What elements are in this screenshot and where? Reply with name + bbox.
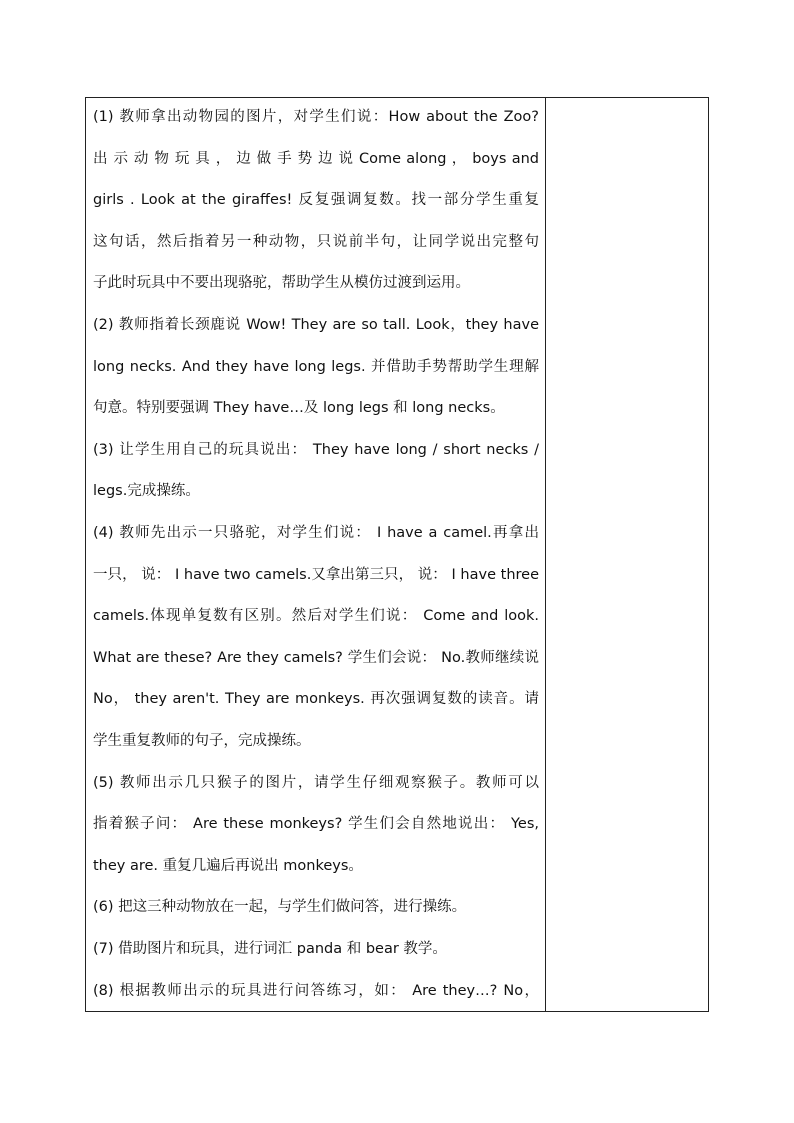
lesson-text-line: 这句话，然后指着另一种动物，只说前半句，让同学说出完整句 [93, 233, 539, 250]
lesson-text-line: 指着猴子问： Are these monkeys? 学生们会自然地说出： Yes, [93, 816, 539, 833]
lesson-text-line: long necks. And they have long legs. 并借助手势帮助学生理解 [93, 358, 539, 375]
lesson-text-line: 出 示 动 物 玩 具 ， 边 做 手 势 边 说 Come along ， boys and [93, 150, 539, 167]
lesson-text-line: 句意。特别要强调 They have…及 long legs 和 long necks。 [93, 400, 505, 417]
lesson-text-line: they are. 重复几遍后再说出 monkeys。 [93, 857, 363, 874]
lesson-text-line: (4) 教师先出示一只骆驼，对学生们说： I have a camel.再拿出 [93, 525, 539, 541]
lesson-text-line: (1) 教师拿出动物园的图片，对学生们说：How about the Zoo? [93, 109, 539, 125]
lesson-text-line: (5) 教师出示几只猴子的图片，请学生仔细观察猴子。教师可以 [93, 774, 539, 791]
lesson-text-line: (7) 借助图片和玩具，进行词汇 panda 和 bear 教学。 [93, 941, 447, 957]
notes-cell [546, 98, 708, 1011]
lesson-text-line: (3) 让学生用自己的玩具说出： They have long / short necks / [93, 441, 539, 458]
lesson-table [85, 97, 709, 1012]
lesson-text-line: 学生重复教师的句子，完成操练。 [93, 733, 311, 749]
lesson-text-line: (2) 教师指着长颈鹿说 Wow! They are so tall. Look，they have [93, 317, 539, 333]
lesson-text-line: No， they aren't. They are monkeys. 再次强调复数的读音。请 [93, 691, 539, 708]
lesson-text-line: girls . Look at the giraffes! 反复强调复数。找一部分学生重复 [93, 192, 539, 209]
lesson-text-line: 子此时玩具中不要出现骆驼，帮助学生从模仿过渡到运用。 [93, 275, 470, 292]
lesson-text-line: 一只， 说： I have two camels.又拿出第三只， 说： I have three [93, 566, 539, 583]
lesson-text-line: (8) 根据教师出示的玩具进行问答练习，如： Are they…? No， [93, 982, 539, 999]
lesson-text-line: What are these? Are they camels? 学生们会说： No.教师继续说 [93, 649, 539, 666]
lesson-text-line: camels.体现单复数有区别。然后对学生们说： Come and look. [93, 608, 539, 625]
lesson-text-line: (6) 把这三种动物放在一起，与学生们做问答，进行操练。 [93, 899, 467, 916]
lesson-text-line: legs.完成操练。 [93, 483, 200, 500]
